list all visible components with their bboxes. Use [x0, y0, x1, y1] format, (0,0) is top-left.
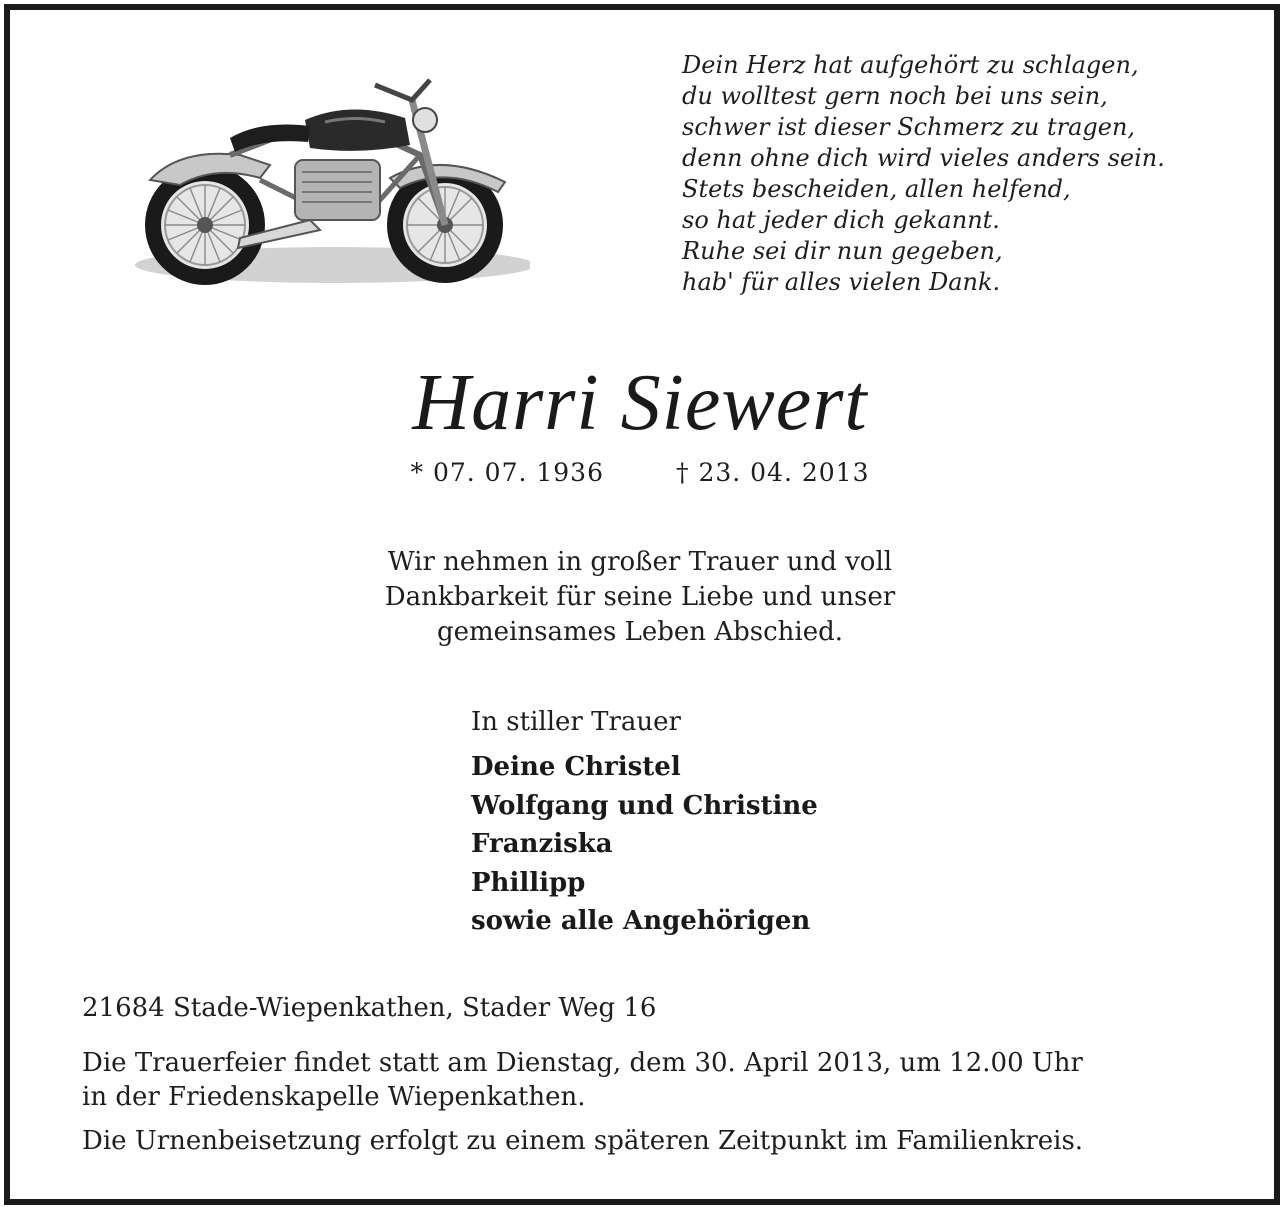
funeral-service-info [82, 1046, 1212, 1114]
mourners-intro: In stiller Trauer [471, 707, 681, 737]
farewell-line: gemeinsames Leben Abschied. [437, 617, 843, 647]
poem-line: hab' für alles vielen Dank. [682, 268, 1001, 296]
farewell-text [0, 545, 1280, 650]
poem-line: Stets bescheiden, allen helfend, [682, 175, 1071, 203]
poem-line: Ruhe sei dir nun gegeben, [682, 237, 1003, 265]
urn-burial-info: Die Urnenbeisetzung erfolgt zu einem späteren Zeitpunkt im Familienkreis. [82, 1126, 1084, 1156]
ceremony-line: in der Friedenskapelle Wiepenkathen. [82, 1082, 586, 1112]
mourner-name: Wolfgang und Christine [471, 790, 818, 821]
poem-line: so hat jeder dich gekannt. [682, 206, 1000, 234]
poem-line: denn ohne dich wird vieles anders sein. [682, 144, 1165, 172]
farewell-line: Dankbarkeit für seine Liebe und unser [384, 582, 896, 612]
farewell-line: Wir nehmen in großer Trauer und voll [387, 547, 893, 577]
mourner-name: Deine Christel [471, 752, 681, 782]
mourner-name: sowie alle Angehörigen [471, 906, 811, 936]
memorial-poem [682, 50, 1242, 298]
birth-date: * 07. 07. 1936 [410, 458, 604, 487]
mourner-name: Franziska [471, 829, 613, 859]
life-dates [0, 456, 1280, 490]
poem-line: du wolltest gern noch bei uns sein, [682, 82, 1108, 110]
poem-line: schwer ist dieser Schmerz zu tragen, [682, 113, 1136, 141]
poem-line: Dein Herz hat aufgehört zu schlagen, [682, 51, 1139, 79]
mourners-list [471, 748, 818, 941]
motorcycle-icon [120, 60, 530, 290]
mourner-name: Phillipp [471, 867, 586, 898]
death-date: † 23. 04. 2013 [676, 458, 870, 487]
ceremony-line: Die Trauerfeier findet statt am Dienstag, dem 30. April 2013, um 12.00 Uhr [82, 1048, 1083, 1078]
deceased-name: Harri Siewert [412, 359, 868, 447]
family-address: 21684 Stade-Wiepenkathen, Stader Weg 16 [82, 993, 657, 1023]
